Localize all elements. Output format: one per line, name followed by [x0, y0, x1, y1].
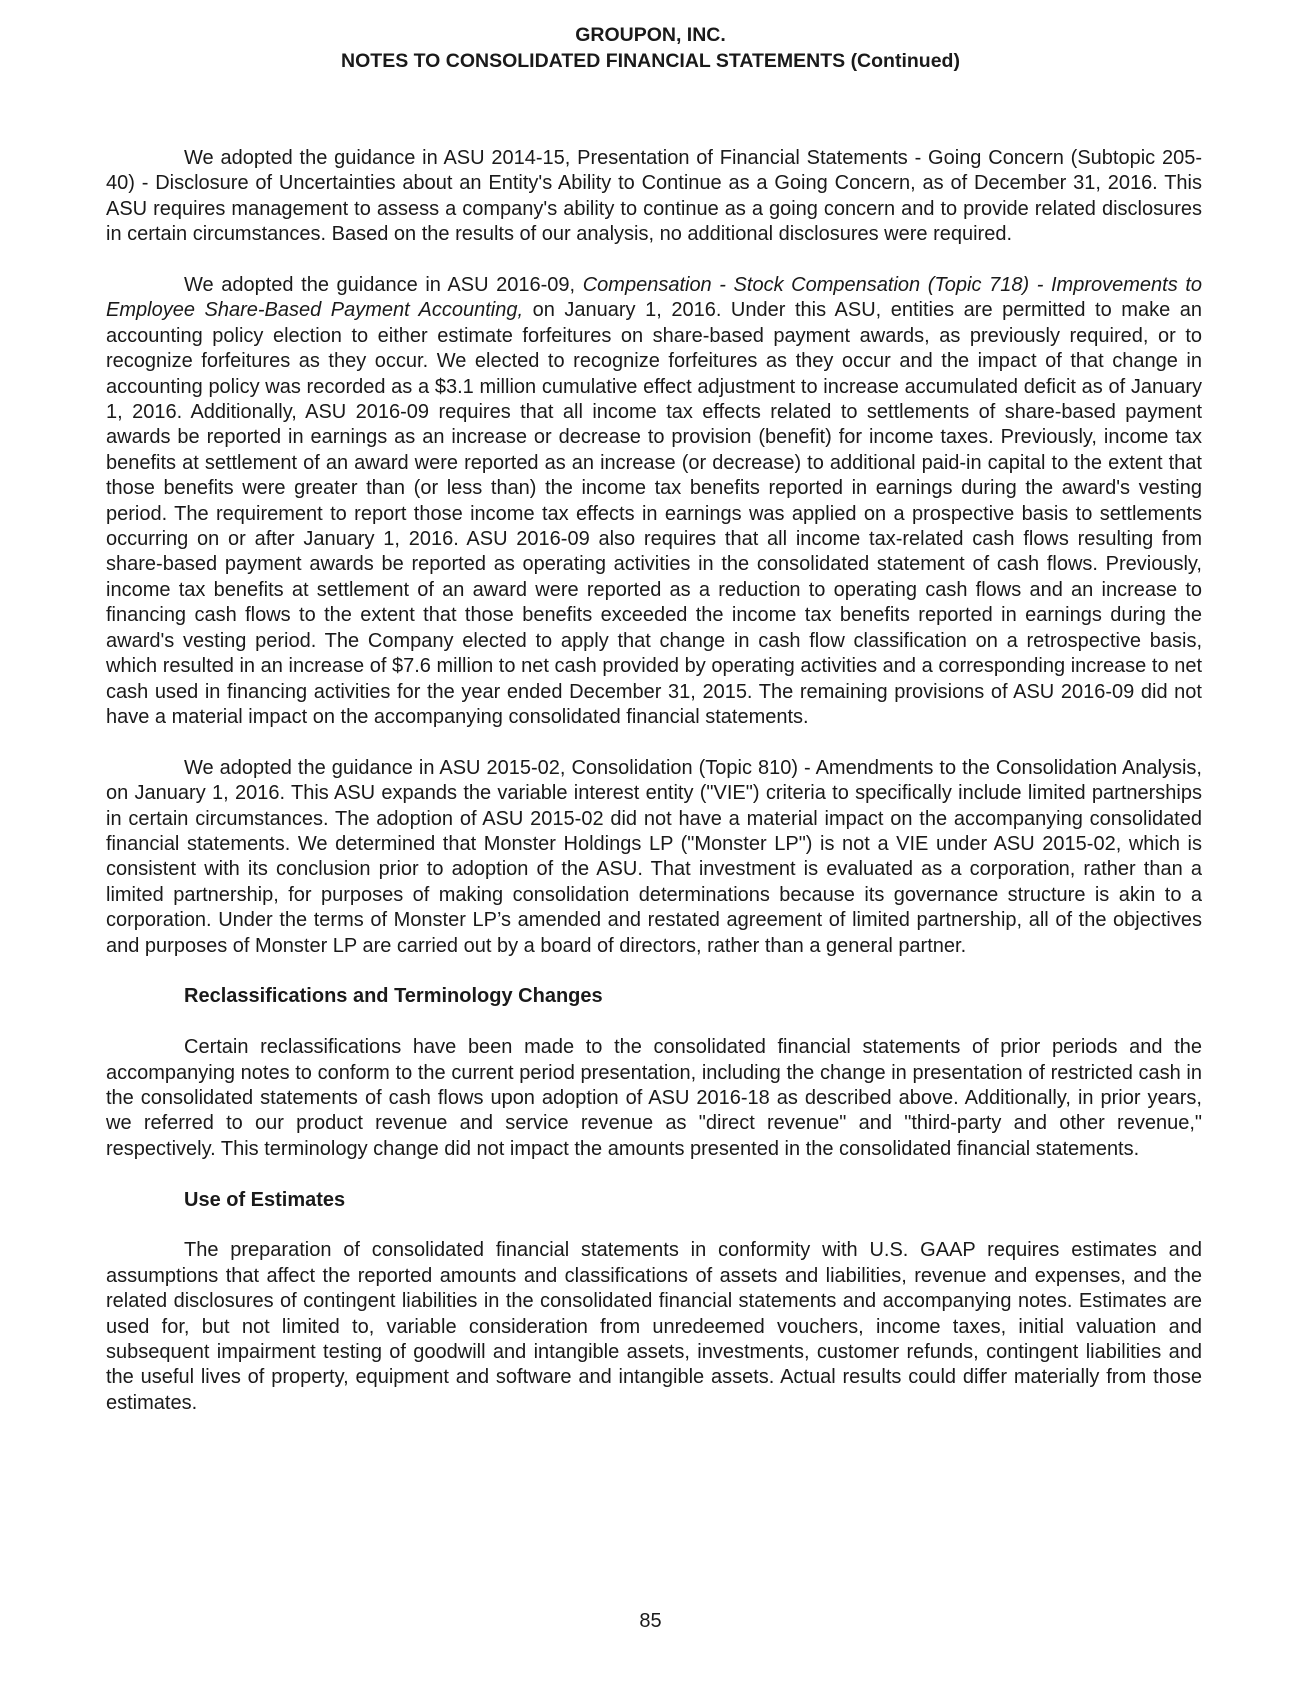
page-header [0, 22, 1301, 74]
paragraph-asu-2015-02: We adopted the guidance in ASU 2015-02, Consolidation (Topic 810) - Amendments to the Consolidation Analysis, on January 1, 2016. This ASU expands the variable interest entity ("VIE") criteria to specifically include limited partnerships in certain circumstances. The adoption of ASU 2015-02 did not have a material impact on the accompanying consolidated financial statements. We determined that Monster Holdings LP ("Monster LP") is not a VIE under ASU 2015-02, which is consistent with its conclusion prior to adoption of the ASU. That investment is evaluated as a corporation, rather than a limited partnership, for purposes of making consolidation determinations because its governance structure is akin to a corporation. Under the terms of Monster LP’s amended and restated agreement of limited partnership, all of the objectives and purposes of Monster LP are carried out by a board of directors, rather than a general partner. [106, 756, 1202, 957]
page-number: 85 [639, 1610, 662, 1632]
paragraph-use-of-estimates: The preparation of consolidated financial statements in conformity with U.S. GAAP requires estimates and assumptions that affect the reported amounts and classifications of assets and liabilities, revenue and expenses, and the related disclosures of contingent liabilities in the consolidated financial statements and accompanying notes. Estimates are used for, but not limited to, variable consideration from unredeemed vouchers, income taxes, initial valuation and subsequent impairment testing of goodwill and intangible assets, investments, customer refunds, contingent liabilities and the useful lives of property, equipment and software and intangible assets. Actual results could differ materially from those estimates. [106, 1239, 1202, 1414]
paragraph-asu-2014-15: We adopted the guidance in ASU 2014-15, Presentation of Financial Statements - Going Concern (Subtopic 205-40) - Disclosure of Uncertainties about an Entity's Ability to Continue as a Going Concern, as of December 31, 2016. This ASU requires management to assess a company's ability to continue as a going concern and to provide related disclosures in certain circumstances. Based on the results of our analysis, no additional disclosures were required. [106, 147, 1202, 246]
paragraph-lead-text: We adopted the guidance in ASU 2016-09, [184, 274, 583, 297]
section-heading-use-of-estimates: Use of Estimates [184, 1188, 346, 1211]
standard-title-italic: Compensation - Stock Compensation (Topic 718) - Improvements to Employee Share-Based Payment Accounting, [106, 274, 1202, 322]
paragraph-asu-2016-09 [106, 273, 1202, 730]
page-title: NOTES TO CONSOLIDATED FINANCIAL STATEMENTS (Continued) [341, 50, 960, 72]
paragraph-rest-text: on January 1, 2016. Under this ASU, entities are permitted to make an accounting policy election to either estimate forfeitures on share-based payment awards, as previously required, or to recognize forfeitures as they occur. We elected to recognize forfeitures as they occur and the impact of that change in accounting policy was recorded as a $3.1 million cumulative effect adjustment to increase accumulated deficit as of January 1, 2016. Additionally, ASU 2016-09 requires that all income tax effects related to settlements of share-based payment awards be reported in earnings as an increase or decrease to provision (benefit) for income taxes. Previously, income tax benefits at settlement of an award were reported as an increase (or decrease) to additional paid-in capital to the extent that those benefits were greater than (or less than) the income tax benefits reported in earnings during the award's vesting period. The requirement to report those income tax effects in earnings was applied on a prospective basis to settlements occurring on or after January 1, 2016. ASU 2016-09 also requires that all income tax-related cash flows resulting from share-based payment awards be reported as operating activities in the consolidated statement of cash flows. Previously, income tax benefits at settlement of an award were reported as a reduction to operating cash flows and an increase to financing cash flows to the extent that those benefits exceeded the income tax benefits reported in earnings during the award's vesting period. The Company elected to apply that change in cash flow classification on a retrospective basis, which resulted in an increase of $7.6 million to net cash provided by operating activities and a corresponding increase to net cash used in financing activities for the year ended December 31, 2015. The remaining provisions of ASU 2016-09 did not have a material impact on the accompanying consolidated financial statements. [106, 299, 1202, 728]
company-name: GROUPON, INC. [575, 24, 726, 46]
section-heading-reclassifications: Reclassifications and Terminology Changes [184, 985, 603, 1008]
document-body [106, 146, 1202, 1416]
paragraph-reclassifications: Certain reclassifications have been made to the consolidated financial statements of prior periods and the accompanying notes to conform to the current period presentation, including the change in presentation of restricted cash in the consolidated statements of cash flows upon adoption of ASU 2016-18 as described above. Additionally, in prior years, we referred to our product revenue and service revenue as "direct revenue" and "third-party and other revenue," respectively. This terminology change did not impact the amounts presented in the consolidated financial statements. [106, 1036, 1202, 1160]
